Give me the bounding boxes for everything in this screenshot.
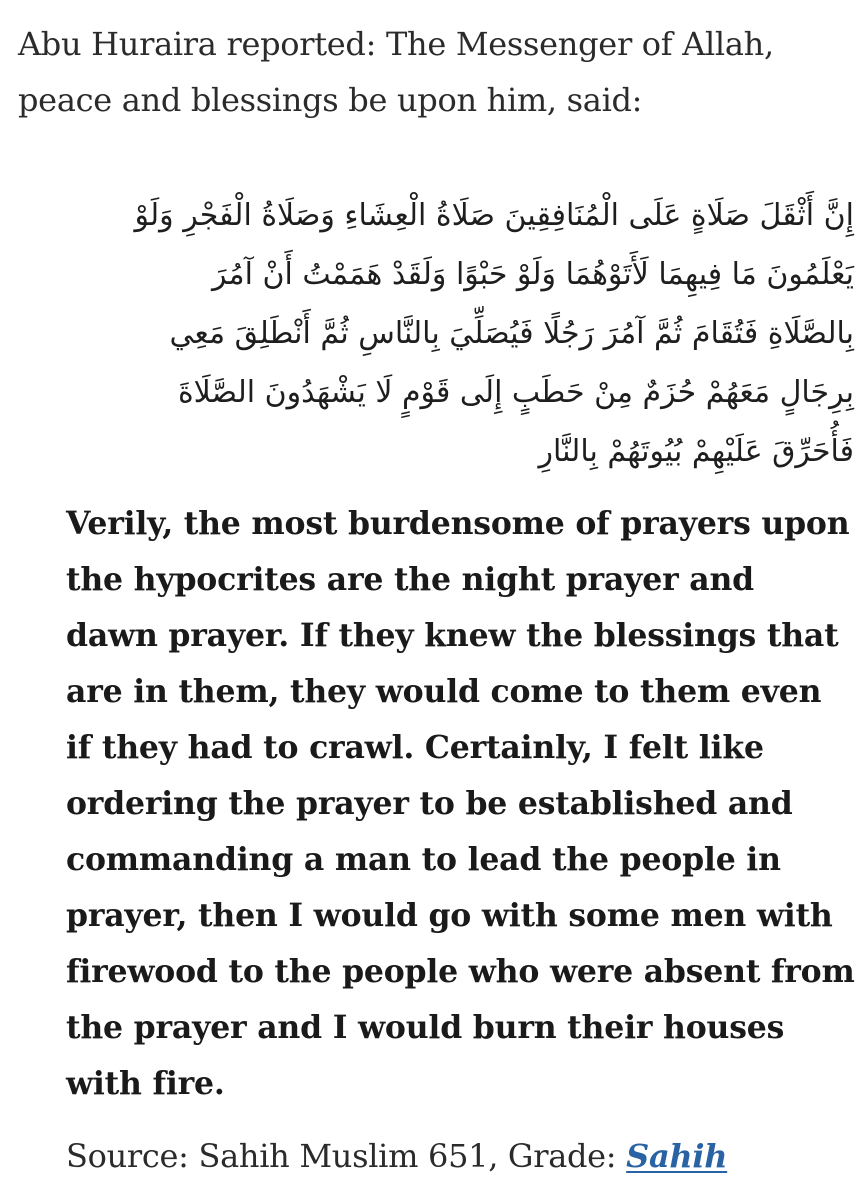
grade-link[interactable]: Sahih bbox=[626, 1137, 728, 1175]
english-translation: Verily, the most burdensome of prayers upon the hypocrites are the night prayer and dawn prayer. If they knew the blessings that are in them, they would come to them even if they had to crawl. Certainly, I felt like ordering the prayer to be established and commanding a man to lead the people in prayer, then I would go with some men with firewood to the people who were absent from the prayer and I would burn their houses with fire. bbox=[66, 505, 855, 1102]
arabic-text: إِنَّ أَثْقَلَ صَلَاةٍ عَلَى الْمُنَافِقِينَ صَلَاةُ الْعِشَاءِ وَصَلَاةُ الْفَجْرِ وَلَوْ يَعْلَمُونَ مَا فِيهِمَا لَأَتَوْهُمَا وَلَوْ حَبْوًا وَلَقَدْ هَمَمْتُ أَنْ آمُرَ بِالصَّلَاةِ فَتُقَامَ ثُمَّ آمُرَ رَجُلًا فَيُصَلِّيَ بِالنَّاسِ ثُمَّ أَنْطَلِقَ مَعِي بِرِجَالٍ مَعَهُمْ حُزَمٌ مِنْ حَطَبٍ إِلَى قَوْمٍ لَا يَشْهَدُونَ الصَّلَاةَ فَأُحَرِّقَ عَلَيْهِمْ بُيُوتَهُمْ بِالنَّارِ bbox=[134, 198, 854, 469]
narration-intro: Abu Huraira reported: The Messenger of Allah, peace and blessings be upon him, said: bbox=[18, 25, 774, 119]
source-label: Source: Sahih Muslim 651, Grade: bbox=[66, 1137, 627, 1175]
source-citation bbox=[66, 1128, 856, 1184]
